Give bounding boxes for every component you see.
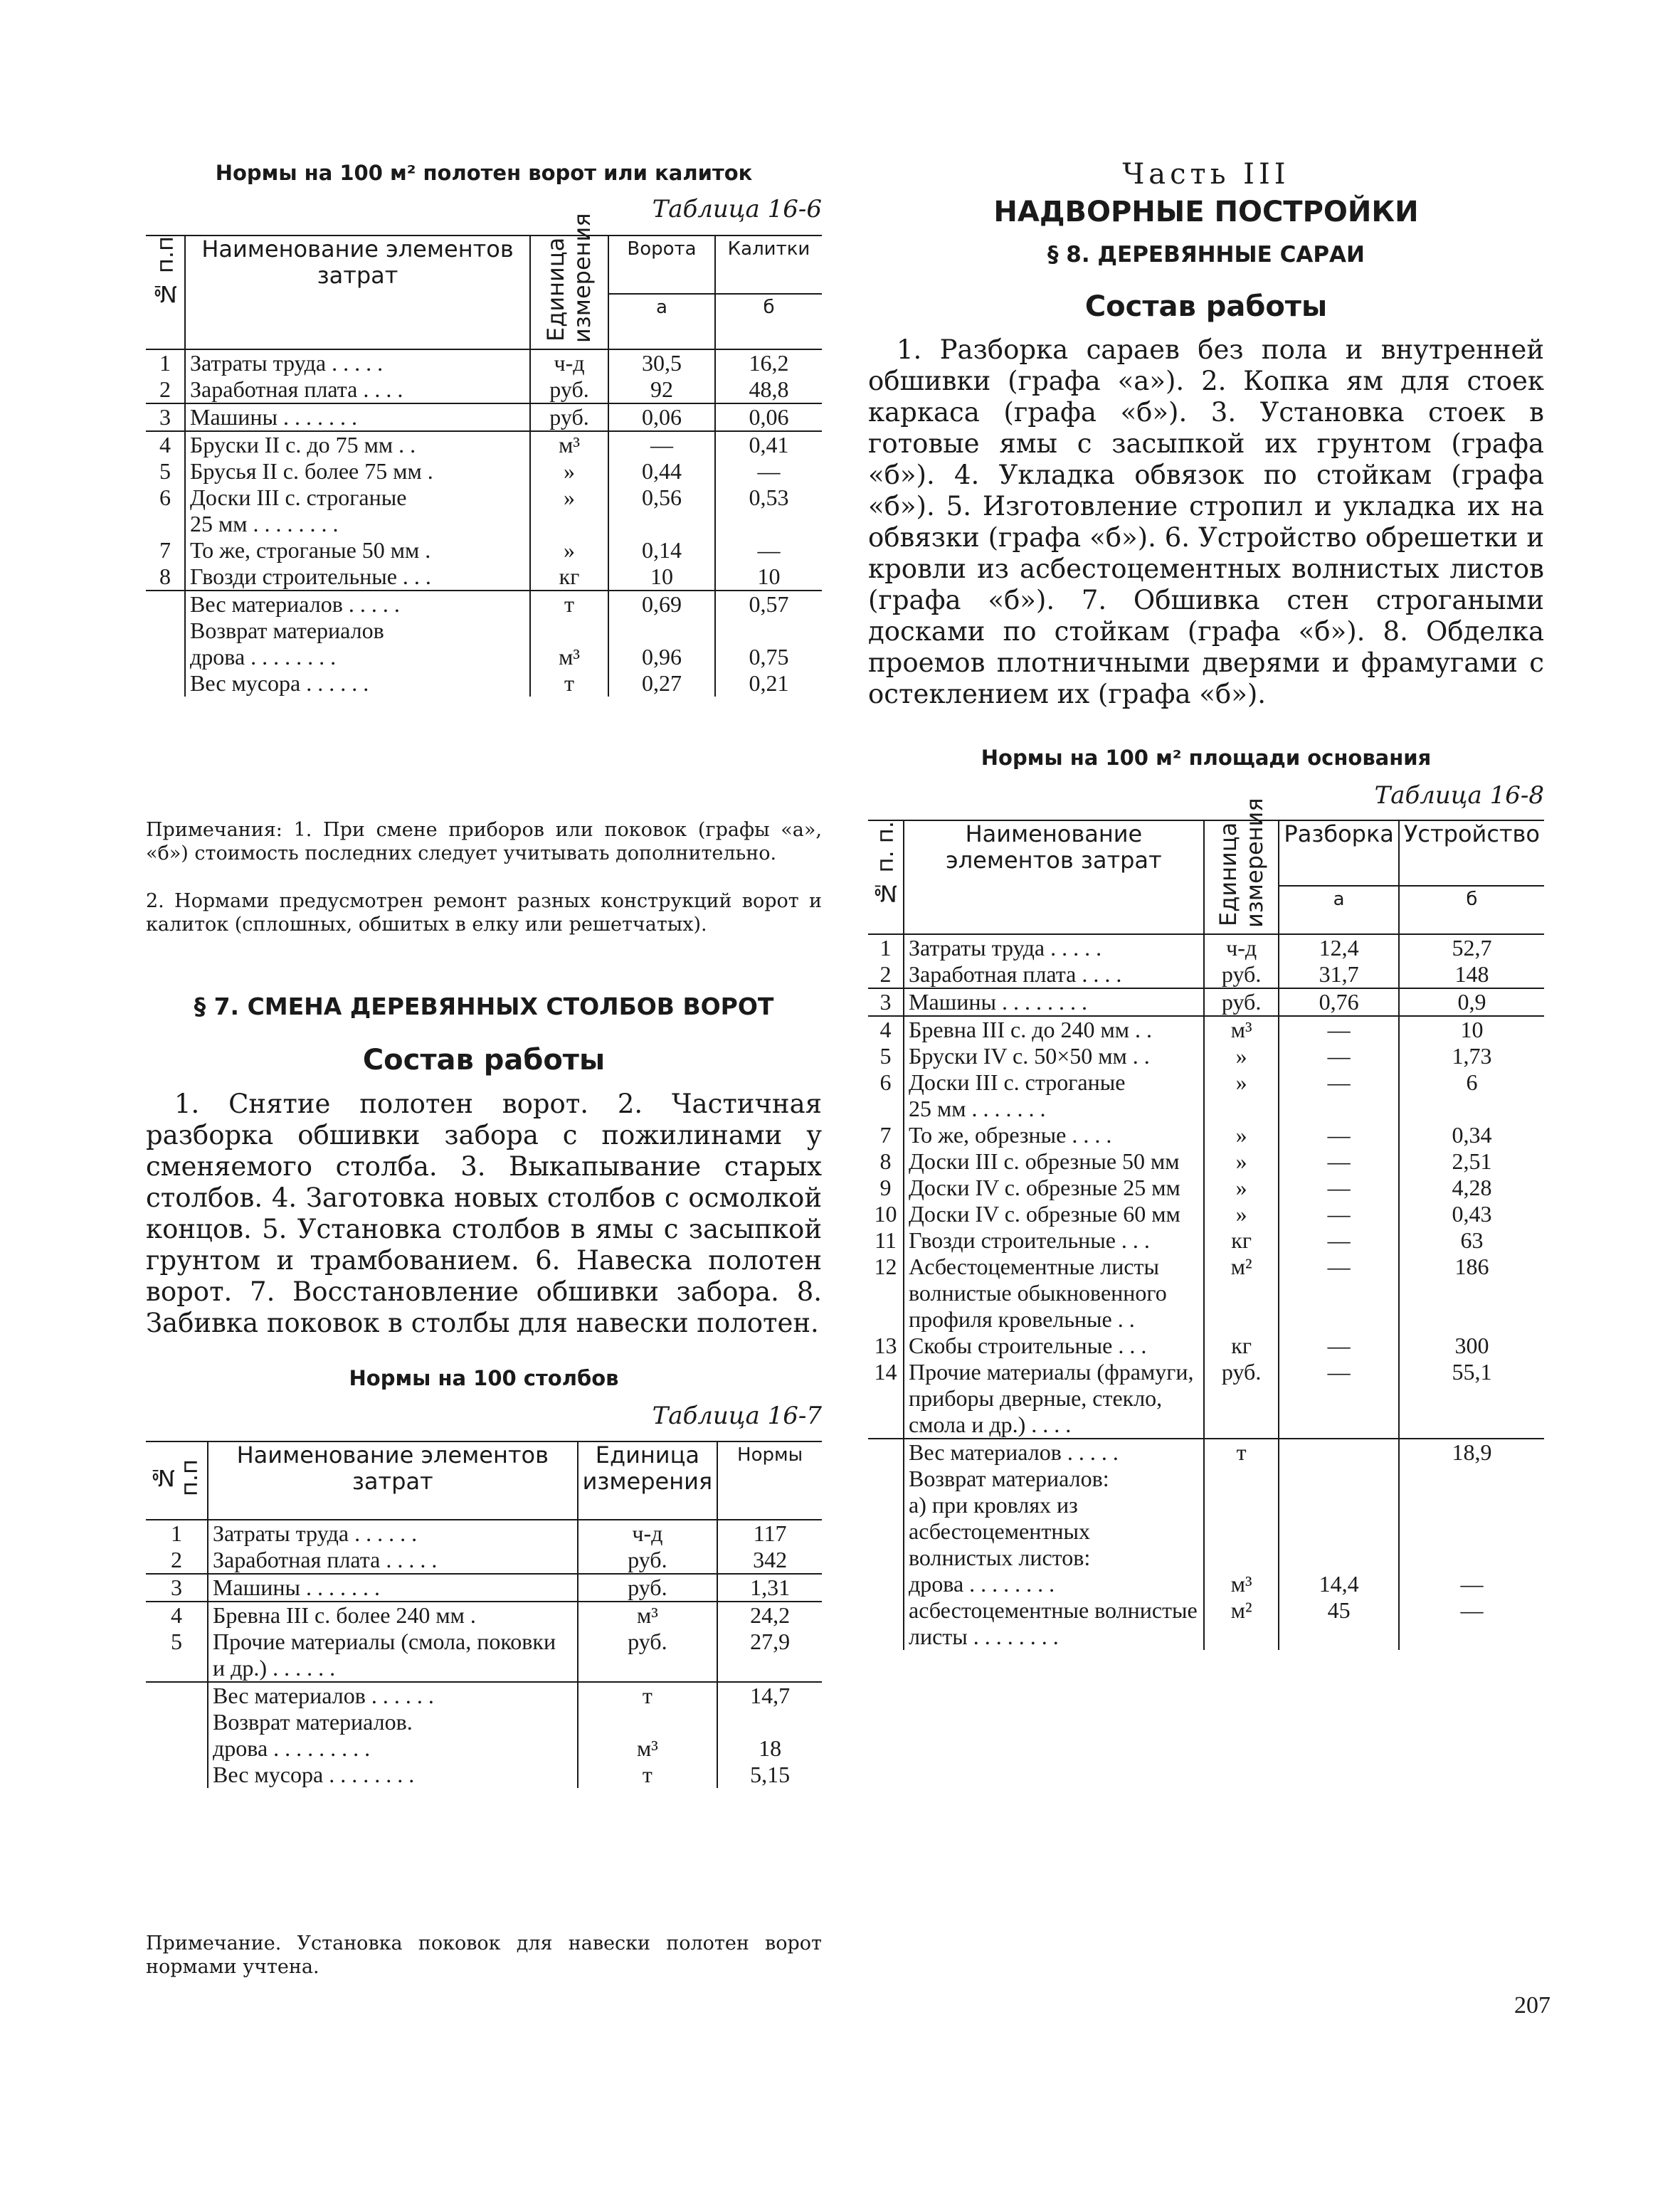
cell-name: Машины . . . . . . . [185,403,530,431]
table-16-6-note-2: 2. Нормами предусмотрен ремонт разных конструкций ворот и калиток (сплошных, обшитых в елку или решетчатых). [146,890,822,936]
header-name: Наименование элементов затрат [185,236,530,349]
cell-col-b: 55,1 [1399,1359,1544,1439]
table-16-6-label: Таблица 16-6 [652,195,822,223]
cell-col-a [1279,1492,1398,1571]
cell-name: Вес материалов . . . . . . [208,1682,578,1709]
cell-num: 1 [159,350,171,376]
cell-num: 13 [874,1333,897,1358]
header-name: Наименование элементов затрат [904,820,1204,934]
cell-col-a: — [1279,1148,1398,1175]
cell-col-a: 0,76 [1279,988,1398,1016]
table-row [868,1359,1544,1439]
cell-col-b: 10 [715,564,822,591]
table-16-7-label: Таблица 16-7 [652,1402,822,1430]
cell-col-a: — [608,431,715,458]
cell-name: а) при кровлях из асбестоцементных волнистых листов: [904,1492,1204,1571]
cell-col-b: 18,9 [1399,1439,1544,1466]
cell-num [868,1492,904,1571]
cell-unit: м² [1204,1254,1279,1333]
cell-col-b: 63 [1399,1227,1544,1254]
cell-num: 2 [159,376,171,402]
cell-col-a: 0,06 [608,403,715,431]
cell-unit [530,618,608,644]
cell-col-a [608,618,715,644]
table-row [146,1520,822,1547]
table-row [146,591,822,618]
table-16-8-label: Таблица 16-8 [1374,781,1544,810]
cell-num: 4 [868,1016,904,1043]
cell-col-a: — [1279,1122,1398,1148]
cell-unit: т [530,591,608,618]
cell-name: Вес мусора . . . . . . . . [208,1762,578,1788]
page-number: 207 [1514,1992,1550,2019]
cell-col-b: 148 [1399,961,1544,988]
table-row [146,349,822,376]
cell-col-a: 0,44 [608,458,715,485]
cell-unit: ч-д [530,349,608,376]
table-row [868,1439,1544,1466]
cell-col-a: — [1279,1333,1398,1359]
cell-name: Прочие материалы (смола, поковки и др.) . . . . . . [208,1629,578,1682]
table-row [868,1466,1544,1492]
cell-col-a: 31,7 [1279,961,1398,988]
table-16-6-note-1: Примечания: 1. При смене приборов или поковок (графы «а», «б») стоимость последних следует учитывать дополнительно. [146,819,822,864]
cell-norm [717,1709,822,1735]
table-row [146,403,822,431]
table-row [868,1254,1544,1333]
cell-col-a: — [1279,1201,1398,1227]
table-16-8 [868,798,1544,1650]
table-row [146,1574,822,1602]
cell-name: Доски III с. обрезные 50 мм [904,1148,1204,1175]
cell-num: 2 [879,961,892,987]
cell-num: 6 [879,1069,892,1095]
cell-col-a: 0,56 [608,485,715,537]
cell-unit: » [1204,1175,1279,1201]
cell-name: Затраты труда . . . . . [904,934,1204,961]
cell-name: Брусья II с. более 75 мм . [185,458,530,485]
cell-norm: 14,7 [717,1682,822,1709]
cell-name: Скобы строительные . . . [904,1333,1204,1359]
cell-num: 8 [159,564,171,589]
cell-name: Возврат материалов. [208,1709,578,1735]
section-7-subtitle: Состав работы [362,1044,606,1076]
table-row [146,1762,822,1788]
table-row [868,1016,1544,1043]
table-row [868,1597,1544,1650]
cell-unit: ч-д [1204,934,1279,961]
cell-unit: руб. [1204,1359,1279,1439]
cell-col-b: 0,21 [715,670,822,697]
cell-unit: м³ [530,431,608,458]
cell-unit: кг [1204,1333,1279,1359]
cell-unit: ч-д [578,1520,718,1547]
cell-col-b [1399,1466,1544,1492]
cell-norm: 27,9 [717,1629,822,1682]
cell-num [146,618,185,644]
part-title: НАДВОРНЫЕ ПОСТРОЙКИ [993,196,1419,228]
table-row [868,961,1544,988]
table-row [868,1333,1544,1359]
cell-unit: » [1204,1148,1279,1175]
cell-col-a: 10 [608,564,715,591]
cell-num: 4 [146,431,185,458]
table-row [868,1043,1544,1069]
cell-num: 3 [146,403,185,431]
cell-num [146,1762,208,1788]
table-row [146,670,822,697]
cell-name: Вес материалов . . . . . [185,591,530,618]
table-row [868,1122,1544,1148]
cell-unit [578,1709,718,1735]
cell-unit: т [1204,1439,1279,1466]
cell-norm: 117 [717,1520,822,1547]
cell-unit: » [530,537,608,564]
table-row [146,1602,822,1629]
cell-num: 11 [875,1227,897,1253]
cell-num [146,1682,208,1709]
table-row [868,1492,1544,1571]
table-row [868,1227,1544,1254]
cell-col-b: 0,41 [715,431,822,458]
cell-num: 8 [879,1148,892,1174]
header-col-a: Ворота [608,236,715,294]
cell-num: 14 [874,1359,897,1385]
header-num: № п. п. [868,820,904,934]
table-row [868,1571,1544,1597]
cell-col-b: — [715,458,822,485]
table-16-6-body [146,349,822,697]
cell-col-b: 52,7 [1399,934,1544,961]
cell-num: 10 [874,1201,897,1227]
table-row [146,1735,822,1762]
cell-num: 7 [879,1122,892,1148]
table-16-7 [146,1441,822,1788]
cell-col-b: 2,51 [1399,1148,1544,1175]
cell-unit: м³ [578,1602,718,1629]
cell-col-b: 186 [1399,1254,1544,1333]
header-name: Наименование элементов затрат [208,1441,578,1520]
cell-col-b: 6 [1399,1069,1544,1122]
cell-col-b: 300 [1399,1333,1544,1359]
header-col-a: Разборка [1279,820,1398,886]
cell-col-a: — [1279,1016,1398,1043]
cell-name: Затраты труда . . . . . . [208,1520,578,1547]
cell-unit: руб. [578,1547,718,1574]
cell-col-a: 45 [1279,1597,1398,1650]
cell-col-a [1279,1466,1398,1492]
table-row [868,1201,1544,1227]
cell-name: Доски III с. строганые 25 мм . . . . . . . [904,1069,1204,1122]
cell-name: Асбестоцементные листы волнистые обыкновенного профиля кровельные . . [904,1254,1204,1333]
cell-col-b: 0,9 [1399,988,1544,1016]
cell-num [146,644,185,670]
cell-norm: 5,15 [717,1762,822,1788]
cell-col-b: — [1399,1597,1544,1650]
cell-num [868,1466,904,1492]
header-unit: Единица измерения [578,1441,718,1520]
header-col-b: Устройство [1399,820,1544,886]
cell-name: Гвозди строительные . . . [185,564,530,591]
cell-unit: т [578,1762,718,1788]
table-row [868,1148,1544,1175]
cell-unit [1204,1492,1279,1571]
cell-col-b: 0,34 [1399,1122,1544,1148]
cell-name: Бруски IV с. 50×50 мм . . [904,1043,1204,1069]
cell-name: Возврат материалов [185,618,530,644]
table-row [146,1547,822,1574]
cell-unit: руб. [578,1574,718,1602]
cell-unit: руб. [530,403,608,431]
cell-num: 5 [159,458,171,484]
cell-unit: т [530,670,608,697]
table-row [146,431,822,458]
table-row [868,988,1544,1016]
cell-col-b: 10 [1399,1016,1544,1043]
cell-num: 5 [171,1629,182,1654]
cell-norm: 1,31 [717,1574,822,1602]
cell-col-a: 12,4 [1279,934,1398,961]
cell-col-b: 0,75 [715,644,822,670]
cell-col-a: 0,69 [608,591,715,618]
cell-unit: » [1204,1201,1279,1227]
cell-num: 3 [868,988,904,1016]
cell-name: дрова . . . . . . . . [185,644,530,670]
table-16-7-caption: Нормы на 100 столбов [349,1366,619,1390]
cell-col-a: 0,14 [608,537,715,564]
table-row [146,1682,822,1709]
cell-num [868,1439,904,1466]
cell-col-b: — [715,537,822,564]
cell-col-a: — [1279,1069,1398,1122]
section-8-title: § 8. ДЕРЕВЯННЫЕ САРАИ [1047,242,1365,268]
table-16-7-note: Примечание. Установка поковок для навески полотен ворот нормами учтена. [146,1932,822,1978]
cell-unit: » [1204,1069,1279,1122]
cell-col-a: — [1279,1254,1398,1333]
cell-num [146,1709,208,1735]
cell-col-b [715,618,822,644]
table-row [146,485,822,537]
cell-col-b: 16,2 [715,349,822,376]
cell-num [868,1597,904,1650]
cell-col-b: 0,57 [715,591,822,618]
table-row [146,458,822,485]
cell-name: Заработная плата . . . . . [208,1547,578,1574]
cell-unit [1204,1466,1279,1492]
cell-num [146,670,185,697]
section-7-text: 1. Снятие полотен ворот. 2. Частичная разборка обшивки забора с пожилинами у сменяемого столба. 3. Выкапывание старых столбов. 4. Заготовка новых столбов с осмолкой концов. 5. Установка столбов в ямы с засыпкой грунтом и трамбованием. 6. Навеска полотен ворот. 7. Восстановление обшивки забора. 8. Забивка поковок в столбы для навески полотен. [146,1089,822,1338]
cell-col-b: 0,53 [715,485,822,537]
cell-name: дрова . . . . . . . . [904,1571,1204,1597]
cell-col-a: 30,5 [608,349,715,376]
cell-num: 9 [879,1175,892,1200]
cell-unit: » [530,485,608,537]
cell-unit: м³ [1204,1571,1279,1597]
cell-num: 5 [879,1043,892,1069]
cell-col-a: 92 [608,376,715,403]
table-row [868,1069,1544,1122]
cell-name: Бревна III с. более 240 мм . [208,1602,578,1629]
cell-name: То же, строганые 50 мм . [185,537,530,564]
cell-num: 1 [879,935,892,961]
table-row [146,564,822,591]
cell-name: Вес мусора . . . . . . [185,670,530,697]
cell-name: Доски III с. строганые 25 мм . . . . . . . . [185,485,530,537]
table-row [146,644,822,670]
cell-num [146,1735,208,1762]
cell-unit: м² [1204,1597,1279,1650]
cell-name: Бруски II с. до 75 мм . . [185,431,530,458]
cell-unit: » [1204,1122,1279,1148]
cell-unit: м³ [1204,1016,1279,1043]
table-row [146,1629,822,1682]
cell-name: Машины . . . . . . . . [904,988,1204,1016]
section-8-text: 1. Разборка сараев без пола и внутренней обшивки (графа «а»). 2. Копка ям для стоек каркаса (графа «б»). 3. Установка стоек в готовые ямы с засыпкой их грунтом (графа «б»). 4. Укладка обвязок по стойкам (графа «б»). 5. Изготовление стропил и укладка их на обвязки (графа «б»). 6. Устройство обрешетки и кровли из асбестоцементных волнистых листов (графа «б»). 7. Обшивка стен строгаными досками по стойкам (графа «б»). 8. Обделка проемов плотничными дверями и фрамугами с остеклением их (графа «б»). [868,334,1544,709]
cell-col-a: 0,96 [608,644,715,670]
cell-unit: руб. [578,1629,718,1682]
header-unit: Единица измерения [1204,820,1279,934]
cell-col-b: 1,73 [1399,1043,1544,1069]
cell-num: 4 [146,1602,208,1629]
cell-col-b: 0,06 [715,403,822,431]
cell-unit: кг [530,564,608,591]
cell-name: Заработная плата . . . . [904,961,1204,988]
cell-col-a: 0,27 [608,670,715,697]
cell-col-a: — [1279,1359,1398,1439]
table-row [146,537,822,564]
cell-name: Бревна III с. до 240 мм . . [904,1016,1204,1043]
cell-unit: руб. [530,376,608,403]
cell-norm: 24,2 [717,1602,822,1629]
part-label: Часть III [1122,158,1290,191]
cell-num: 3 [146,1574,208,1602]
cell-col-b: — [1399,1571,1544,1597]
header-col-a-letter: а [1279,886,1398,934]
cell-num: 6 [159,485,171,510]
cell-name: Вес материалов . . . . . [904,1439,1204,1466]
cell-col-b [1399,1492,1544,1571]
table-row [868,1175,1544,1201]
section-7-title: § 7. СМЕНА ДЕРЕВЯННЫХ СТОЛБОВ ВОРОТ [194,993,774,1020]
header-col-a-letter: а [608,294,715,349]
cell-num: 1 [171,1520,182,1546]
cell-col-a: — [1279,1227,1398,1254]
cell-unit: м³ [530,644,608,670]
header-num: № п.п [146,236,185,349]
cell-unit: кг [1204,1227,1279,1254]
cell-col-a: 14,4 [1279,1571,1398,1597]
cell-name: Заработная плата . . . . [185,376,530,403]
header-col-b: Калитки [715,236,822,294]
cell-name: асбестоцементные волнистые листы . . . . . . . . [904,1597,1204,1650]
table-16-7-body [146,1520,822,1788]
table-16-6 [146,213,822,697]
header-col-b-letter: б [715,294,822,349]
cell-name: Затраты труда . . . . . [185,349,530,376]
cell-unit: т [578,1682,718,1709]
cell-num [868,1571,904,1597]
cell-col-a: — [1279,1043,1398,1069]
header-num: № п.п [146,1441,208,1520]
cell-name: Прочие материалы (фрамуги, приборы дверные, стекло, смола и др.) . . . . [904,1359,1204,1439]
cell-name: То же, обрезные . . . . [904,1122,1204,1148]
table-16-6-caption: Нормы на 100 м² полотен ворот или калиток [215,161,753,185]
cell-col-b: 48,8 [715,376,822,403]
table-row [146,1709,822,1735]
table-row [146,618,822,644]
cell-num: 12 [874,1254,897,1279]
header-unit: Единица измерения [530,236,608,349]
cell-name: Машины . . . . . . . [208,1574,578,1602]
cell-col-a: — [1279,1175,1398,1201]
cell-unit: » [1204,1043,1279,1069]
header-col-b-letter: б [1399,886,1544,934]
cell-num: 2 [171,1547,182,1572]
table-16-8-caption: Нормы на 100 м² площади основания [981,746,1432,770]
cell-name: Доски IV с. обрезные 60 мм [904,1201,1204,1227]
header-norm: Нормы [717,1441,822,1520]
cell-norm: 18 [717,1735,822,1762]
cell-num: 7 [159,537,171,563]
cell-unit: руб. [1204,961,1279,988]
table-row [146,376,822,403]
cell-norm: 342 [717,1547,822,1574]
cell-col-b: 0,43 [1399,1201,1544,1227]
cell-name: Возврат материалов: [904,1466,1204,1492]
cell-col-a [1279,1439,1398,1466]
cell-col-b: 4,28 [1399,1175,1544,1201]
cell-unit: руб. [1204,988,1279,1016]
table-16-8-body [868,934,1544,1650]
cell-name: Гвозди строительные . . . [904,1227,1204,1254]
cell-unit: » [530,458,608,485]
section-8-subtitle: Состав работы [1084,290,1328,323]
cell-name: Доски IV с. обрезные 25 мм [904,1175,1204,1201]
cell-name: дрова . . . . . . . . . [208,1735,578,1762]
cell-num [146,591,185,618]
table-row [868,934,1544,961]
cell-unit: м³ [578,1735,718,1762]
